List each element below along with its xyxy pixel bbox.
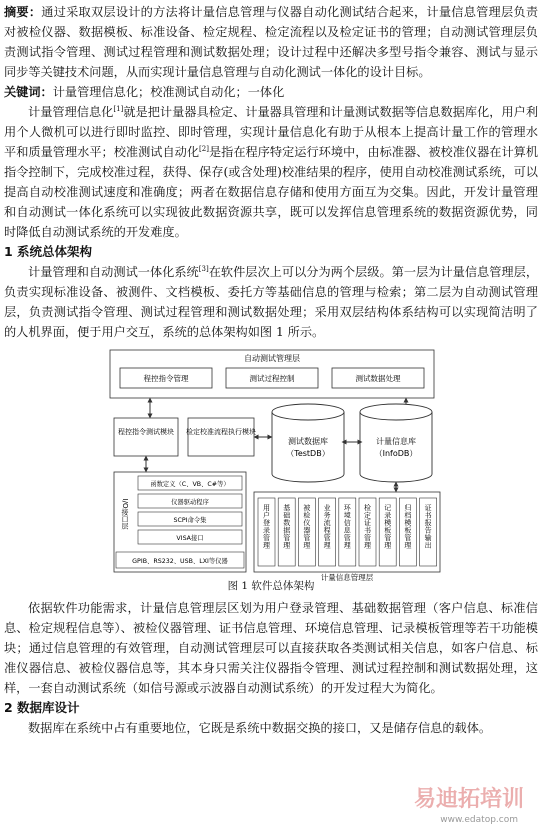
test-db-code: （TestDB） <box>286 449 330 458</box>
module-label-7: 记录模板管理 <box>383 504 392 549</box>
top-box-3-label: 测试数据处理 <box>355 374 401 383</box>
io-layer-label: I/O接口层 <box>121 498 129 530</box>
abstract <box>4 2 538 82</box>
section-1-text-b: 在软件层次上可以分为两个层级。第一层为计量信息管理层，负责实现标准设备、被测件、文档模板、委托方等基础信息的管理与检索；第二层为自动测试管理层，负责测试指令管理、测试过程管理和测试数据处理；采用双层结构体系结构可以实现简洁明了的人机界面，便于用户交互，系统的总体架构如图 1 所示。 <box>4 265 539 339</box>
architecture-diagram <box>4 346 538 582</box>
citation-2: [2] <box>199 144 209 153</box>
mid-box-2 <box>188 418 254 456</box>
io-row-4: VISA接口 <box>176 535 204 542</box>
module-label-4: 业务流程管理 <box>323 504 332 549</box>
module-label-2: 基础数据管理 <box>282 504 291 549</box>
figure-caption: 图 1 软件总体架构 <box>227 580 315 592</box>
auto-test-layer-label: 自动测试管理层 <box>244 354 300 363</box>
watermark-url: www.edatop.com <box>440 815 518 825</box>
module-label-8: 归档模板管理 <box>403 504 412 549</box>
mid-box-1 <box>114 418 178 456</box>
module-label-1: 用户登录管理 <box>262 504 271 549</box>
module-label-5: 环境信息管理 <box>343 504 352 549</box>
abstract-label: 摘要： <box>4 5 42 19</box>
mid-box-2-label: 检定校准流程执行模块 <box>186 428 256 436</box>
section-1-paragraph <box>4 262 538 342</box>
module-label-9: 证书报告输出 <box>424 504 433 549</box>
info-db-code: （InfoDB） <box>374 449 418 458</box>
io-rows <box>116 476 244 568</box>
keywords-label: 关键词： <box>4 85 53 99</box>
info-modules <box>258 498 437 566</box>
io-row-5: GPIB、RS232、USB、LXI等仪器 <box>132 558 228 565</box>
test-database <box>272 404 344 482</box>
after-figure-paragraph: 依据软件功能需求，计量信息管理层区划为用户登录管理、基础数据管理（客户信息、标准信息、检定规程信息等）、被检仪器管理、证书信息管理、环境信息管理、记录模板管理等若干功能模块；通过信息管理的有效管理，自动测试管理层可以直接获取各类测试相关信息，如客户信息、标准仪器信息、被检仪器信息等，其本身只需关注仪器指令管理、测试过程控制和测试数据处理，这样，一套自动测试系统（如信号源或示波器自动测试系统）的开发过程大为简化。 <box>4 601 538 695</box>
intro-text-b: 就是把计量器具检定、计量器具管理和计量测试数据等信息数据库化，用户利用个人微机可以进行即时监控、即时管理，实现计量信息化有助于从根本上提高计量工作的管理水平和质量管理水平；校准测试自动化 <box>4 105 539 159</box>
section-1-text-a: 计量管理和自动测试一体化系统 <box>28 265 199 279</box>
module-label-3: 被检仪器管理 <box>302 504 311 549</box>
citation-1: [1] <box>113 104 124 113</box>
abstract-text: 通过采取双层设计的方法将计量信息管理与仪器自动化测试结合起来，计量信息管理层负责对被检仪器、数据模板、标准设备、检定规程、检定流程以及检定证书的管理；自动测试管理层负责测试指令管理、测试过程管理和测试数据处理；设计过程中还解决多型号指令兼容、测试与显示同步等关键技术问题，从而实现计量信息管理与自动化测试一体化的设计目标。 <box>4 5 539 79</box>
keywords <box>4 82 538 102</box>
io-row-1: 函数定义（C、VB、C#等） <box>150 481 230 488</box>
info-db-name: 计量信息库 <box>376 437 416 446</box>
watermark-logo: 易迪拓培训 <box>413 787 524 812</box>
top-box-2-label: 测试过程控制 <box>249 374 295 383</box>
architecture-figure <box>4 346 538 582</box>
citation-3: [3] <box>198 264 209 273</box>
top-box-1-label: 程控指令管理 <box>143 374 189 383</box>
section-2-heading: 2 数据库设计 <box>4 700 80 715</box>
section-1-heading: 1 系统总体架构 <box>4 244 93 259</box>
info-database <box>360 404 432 482</box>
keywords-text: 计量管理信息化；校准测试自动化；一体化 <box>52 85 285 99</box>
test-db-name: 测试数据库 <box>288 437 328 446</box>
module-label-6: 检定证书管理 <box>363 504 372 549</box>
mid-box-1-label: 程控指令测试模块 <box>118 428 174 436</box>
section-2-paragraph: 数据库在系统中占有重要地位，它既是系统中数据交换的接口，又是储存信息的载体。 <box>28 721 492 735</box>
io-row-3: SCPI命令集 <box>173 517 207 524</box>
intro-text-a: 计量管理信息化 <box>28 105 114 119</box>
info-layer-label: 计量信息管理层 <box>320 573 374 582</box>
paper-page <box>4 2 538 738</box>
intro-paragraph <box>4 102 538 242</box>
intro-text-c: 是指在程序特定运行环境中，由标准器、被校准仪器在计算机指令控制下，完成校准过程，获得、保存(或含处理)校准结果的程序，使用自动校准测试系统，可以提高自动校准测试速度和准确度；两者在数据信息存储和使用方面互为交集。因此，开发计量管理和自动测试一体化系统可以实现彼此数据资源共享，既可以发挥信息管理系统的数据资源优势，同时降低自动测试系统的开发难度。 <box>4 145 539 239</box>
io-row-2: 仪器驱动程序 <box>171 499 209 506</box>
